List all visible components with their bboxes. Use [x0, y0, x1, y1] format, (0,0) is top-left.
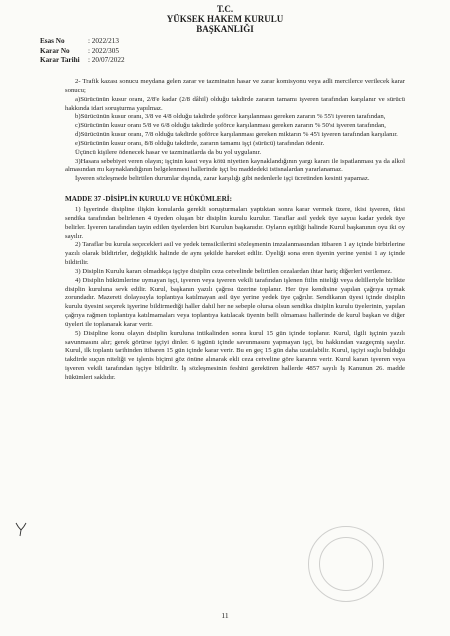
paragraph: 2) Taraflar bu kurula seçecekleri asil ve yedek temsilcilerini sözleşmenin imzalanmasından itibaren 1 ay içinde birbirlerine yazılı olarak bildirirler, değişiklik halinde de aynı şekilde hareket edilir. Üyeliği sona eren üyenin yerine yenisi 1 ay içinde bildirilir.	[65, 241, 405, 267]
paragraph: 3)Hasara sebebiyet veren olayın; işçinin kasıt veya kötü niyetten kaynaklandığının yargı kararı ile ispatlanması ya da alkol almasından mı kaynaklandığının belgelenmesi hallerinde işçi bu maddedeki istisnalardan yararlanamaz.	[65, 157, 405, 174]
case-info-value: : 20/07/2022	[88, 56, 125, 65]
case-info-row	[40, 56, 125, 66]
signature-icon	[14, 521, 28, 537]
paragraph: b)Sürücünün kusur oranı, 3/8 ve 4/8 olduğu takdirde şoförce karşılanması gereken zararın % 55'i işveren tarafından,	[75, 113, 386, 121]
handwritten-initial	[14, 521, 28, 542]
paragraph: c)Sürücünün kusur oranı 5/8 ve 6/8 olduğu takdirde şoförce karşılanması gereken zararın % 50'si işveren tarafından,	[75, 122, 386, 130]
paragraph: 2- Trafik kazası sonucu meydana gelen zarar ve tazminatın hasar ve zarar komisyonu veya adli mercilerce verilecek karar sonucu;	[65, 78, 405, 94]
paragraph: İşveren sözleşmede belirtilen durumlar dışında, zarar karşılığı gibi nedenlerle işçi ücretinden kesinti yapamaz.	[75, 175, 370, 183]
case-info-label: Karar No	[40, 46, 70, 55]
case-info-value: : 2022/213	[88, 37, 119, 45]
paragraph: 4) Disiplin hükümlerine uymayan işçi, işveren veya işveren vekili tarafından işlenen fiilin niteliği veya delilleriyle birlikte disiplin kuruluna sevk edilir. Kurul, başkanın yazılı çağrısı üzerine toplanır. Her üye kendisine yapılan çağrıya uymak zorundadır. Mazereti dolayısıyla toplantıya katılmayan asil üye yerine yedek üye çağrılır. Sendikanın üyesi içinde disiplin kurulu üyesini seçerek işyerine bildirmediği haller dahil her ne sebeple olursa olsun sendika disiplin kurulu üyelerinin, yapılan çağrıya rağmen toplantıya katılmamaları veya toplantıya katılacak üyenin belli olmaması hallerinde de kurul başkan ve diğer üyeleri ile toplanarak karar verir.	[65, 276, 405, 328]
paragraph: 1) İşyerinde disipline ilişkin konularda gerekli soruşturmaları yaptıktan sonra karar vermek üzere, ikisi işveren, ikisi sendika tarafından belirlenen 4 üyeden oluşan bir disiplin kurulu kurulur. Taraflar asil yedek üye sayısı kadar yedek üye belirler. İşveren tarafından tayin edilen üyelerden biri Kurulun başkanıdır. Oyların eşitliği halinde Kurul başkanının oyu iki oy sayılır.	[65, 205, 405, 240]
case-info-row	[40, 47, 125, 57]
header-line-2: YÜKSEK HAKEM KURULU	[166, 14, 284, 24]
paragraph: e)Sürücünün kusur oranı, 8/8 olduğu takdirde, zararın tamamı işçi (sürücü) tarafından ödenir.	[75, 139, 325, 147]
case-info-label: Karar Tarihi	[40, 56, 80, 65]
paragraph: 3) Disiplin Kurulu kararı olmadıkça işçiye disiplin ceza cetvelinde belirtilen cezalardan ihtar hariç diğerleri verilemez.	[75, 267, 392, 275]
document-header	[0, 4, 450, 34]
article-heading: MADDE 37 -DİSİPLİN KURULU VE HÜKÜMLERİ:	[65, 195, 232, 204]
paragraph: Üçüncü kişilere ödenecek hasar ve tazminatlarda da bu yol uygulanır.	[75, 148, 262, 156]
case-info-row	[40, 37, 125, 47]
official-seal-stamp	[308, 526, 384, 602]
case-info-value: : 2022/305	[88, 46, 119, 55]
paragraph: d)Sürücünün kusur oranı, 7/8 olduğu takdirde şoförce karşılanması gereken miktarın % 45'i işveren tarafından karşılanır.	[75, 131, 398, 139]
paragraph: 5) Disipline konu olayın disiplin kuruluna intikalinden sonra kurul 15 gün içinde toplanır. Kurul, ilgili işçinin yazılı savunmasını alır; gerek görürse işçiyi dinler. 6 işgünü içinde savunmasını yapmayan işçi, bu hakkından vazgeçmiş sayılır. Kurul, ilk toplantı tarihinden itibaren 15 gün içinde karar verir. Bu en geç 15 gün daha uzatılabilir. Kurul, işçiyi suçlu bulduğu takdirde suçun niteliği ve işlenis biçimi göz önüne alınarak ekli ceza cetveline göre kararını verir. Kurul kararı işveren veya işveren vekili tarafından işçiye bildirilir. İş sözleşmesinin feshini gerektiren hallerde 4857 sayılı İş Kanunun 26. madde hükümleri saklıdır.	[65, 329, 405, 381]
paragraph: a)Sürücünün kusur oranı, 2/8'e kadar (2/8 dâhil) olduğu takdirde zararın tamamı işveren tarafından karşılanır ve sürücü hakkında idari soruşturma yapılmaz.	[65, 95, 405, 112]
case-info-label: Esas No	[40, 37, 65, 45]
case-info-block	[40, 37, 125, 66]
header-line-1: T.C.	[216, 4, 234, 14]
header-line-3: BAŞKANLIĞI	[196, 24, 254, 34]
document-body	[65, 78, 405, 383]
page-number: 11	[221, 611, 229, 620]
